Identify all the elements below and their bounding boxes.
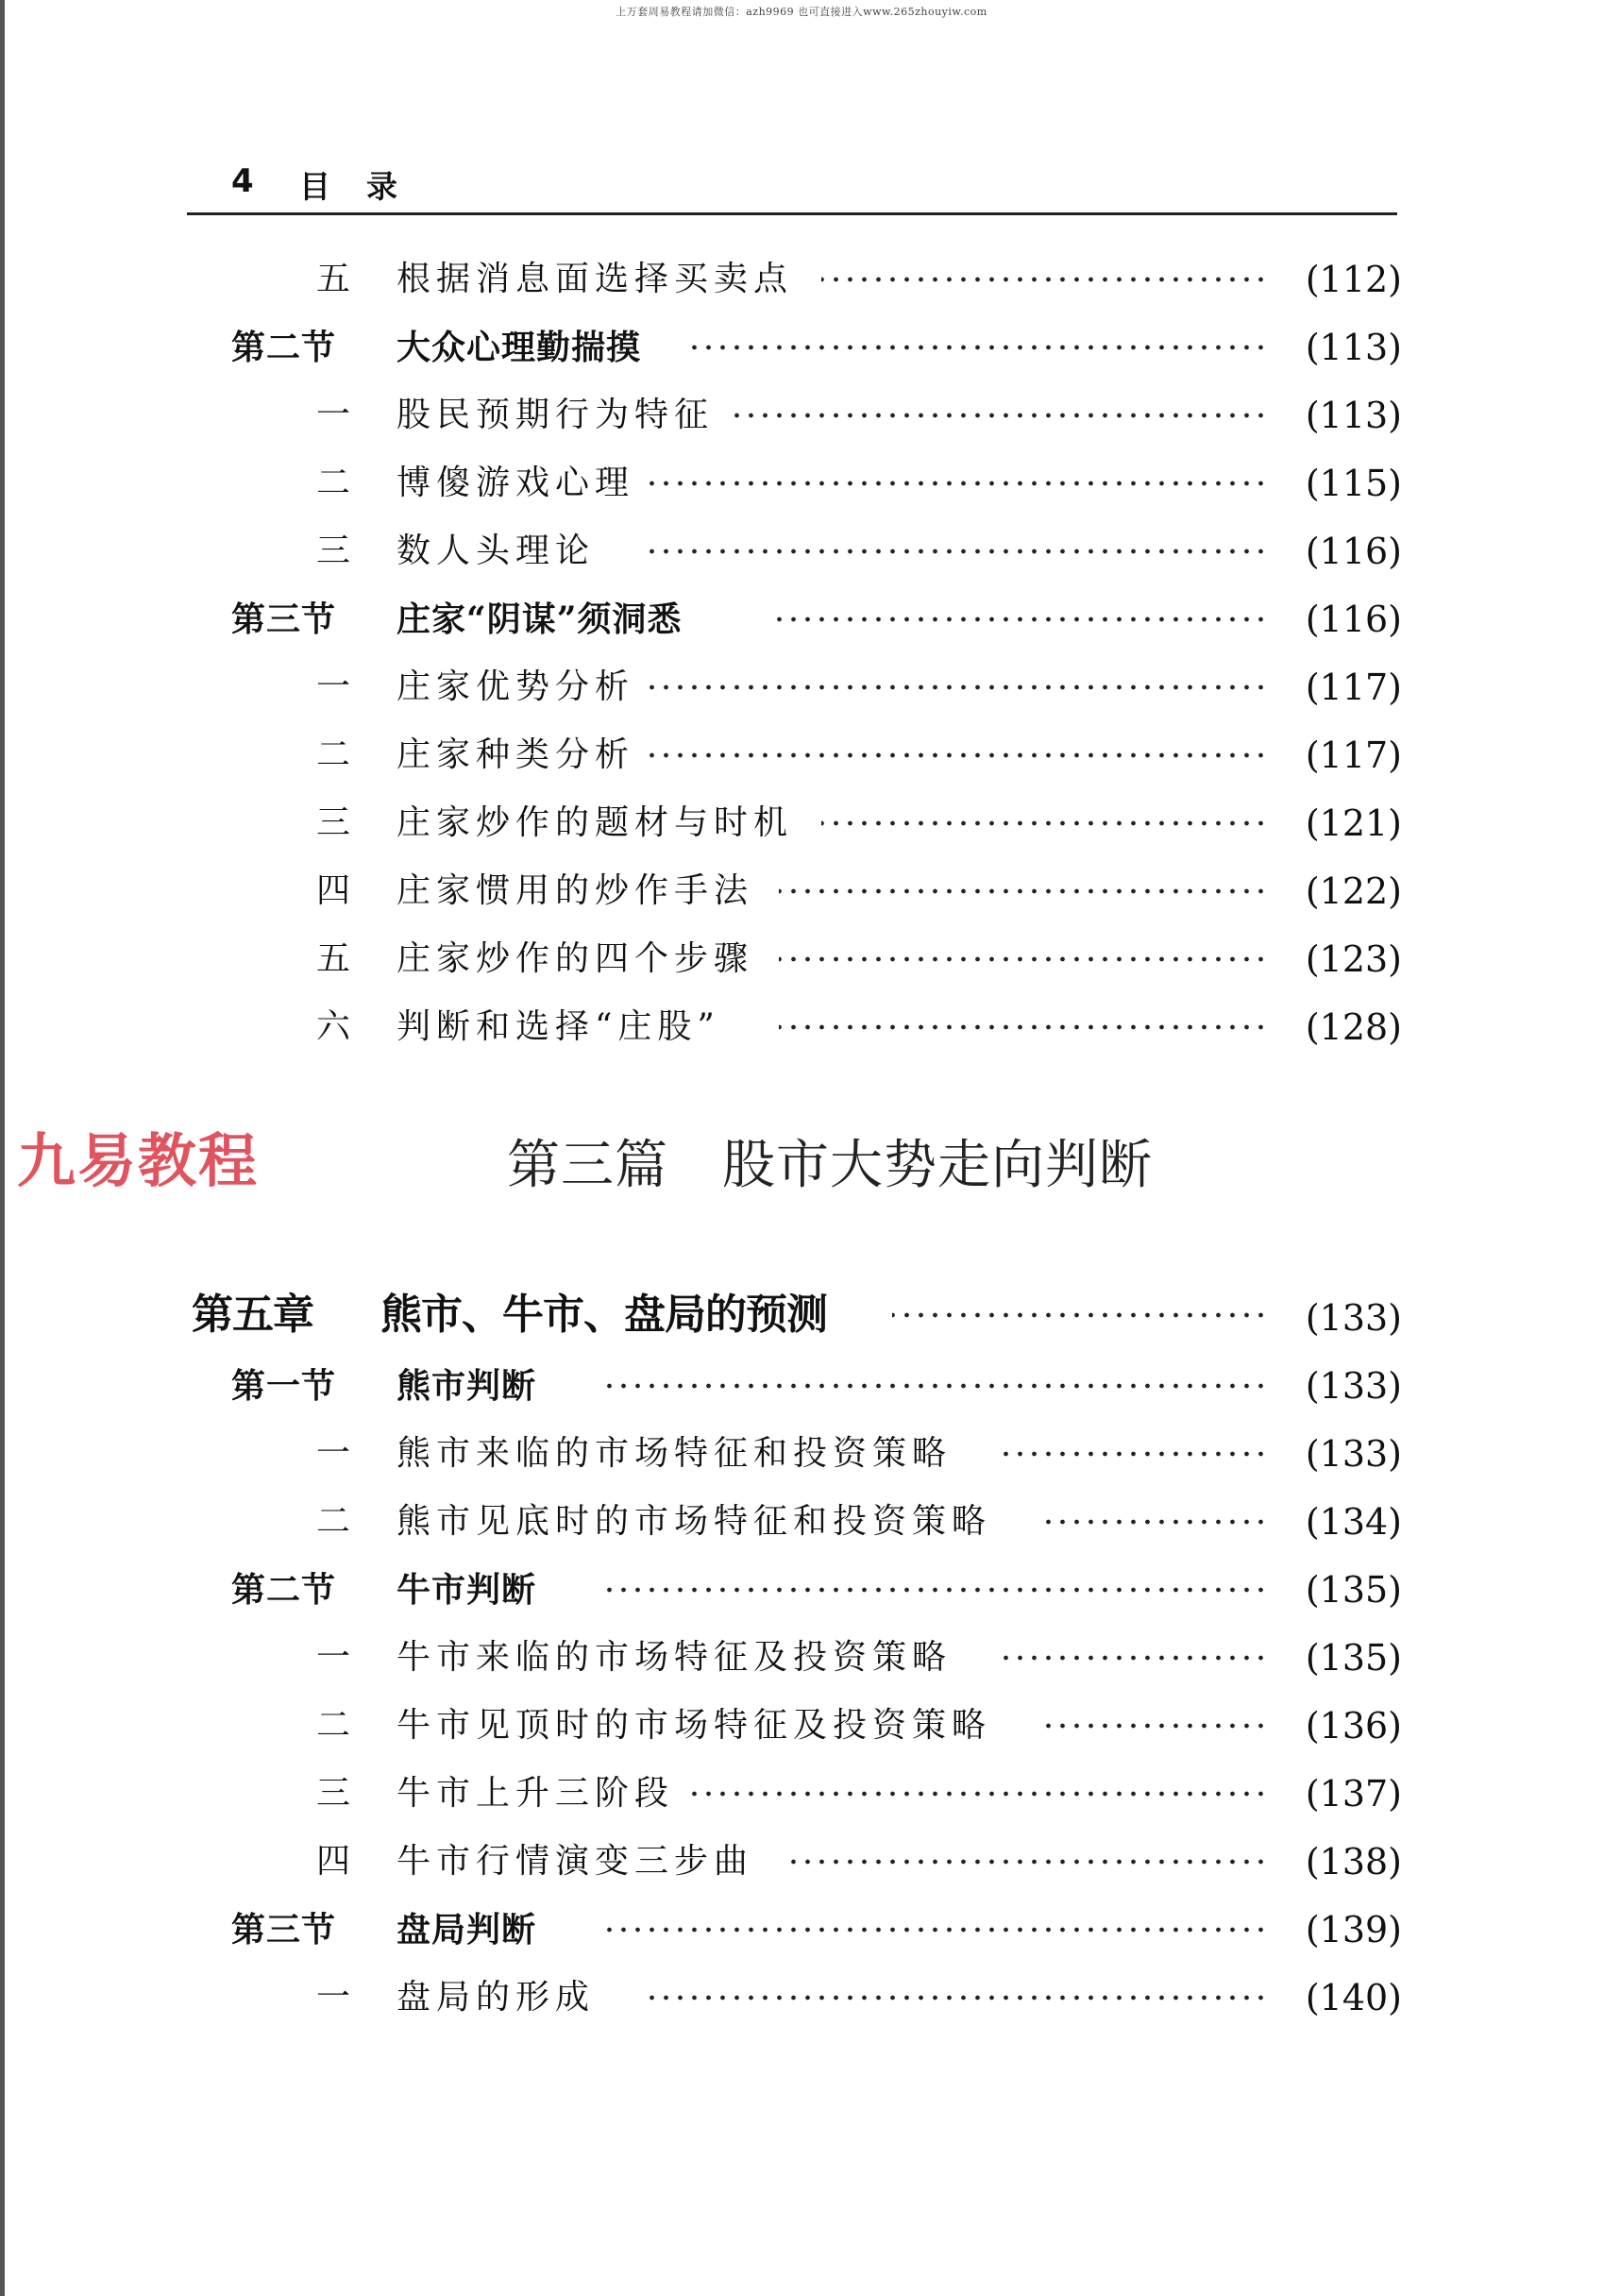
- watermark-logo: 九易教程: [17, 1126, 260, 1195]
- entry-page: (133): [1305, 1365, 1402, 1407]
- entry-page: (121): [1305, 802, 1402, 844]
- entry-title: 熊市判断: [397, 1366, 537, 1406]
- toc-entry[interactable]: [0, 1497, 1603, 1546]
- entry-title: 庄家惯用的炒作手法: [397, 871, 754, 910]
- header-title: 目录: [299, 168, 433, 205]
- dot-leader: [892, 1291, 1268, 1340]
- entry-title: 熊市来临的市场特征和投资策略: [397, 1434, 953, 1473]
- dot-leader: [772, 595, 1268, 644]
- entry-label: 二: [316, 1502, 351, 1541]
- entry-label: 四: [316, 871, 351, 910]
- entry-title: 牛市见顶时的市场特征及投资策略: [397, 1706, 992, 1745]
- dot-leader: [642, 1973, 1268, 2022]
- toc-entry[interactable]: [0, 1973, 1603, 2022]
- entry-label: 第三节: [231, 1910, 337, 1950]
- toc-entry[interactable]: [0, 1633, 1603, 1682]
- entry-page: (123): [1305, 938, 1402, 980]
- dot-leader: [1046, 1497, 1268, 1546]
- dot-leader: [650, 731, 1268, 780]
- entry-title: 庄家种类分析: [397, 735, 635, 774]
- entry-title: 牛市行情演变三步曲: [397, 1842, 754, 1881]
- entry-page: (122): [1305, 870, 1402, 912]
- toc-entry[interactable]: [0, 663, 1603, 712]
- entry-label: 二: [316, 735, 351, 774]
- entry-title: 庄家炒作的题材与时机: [397, 803, 794, 842]
- entry-label: 一: [316, 1638, 351, 1677]
- entry-title: 根据消息面选择买卖点: [397, 260, 794, 298]
- entry-title: 判断和选择“庄股”: [397, 1007, 720, 1046]
- dot-leader: [599, 1905, 1268, 1954]
- dot-leader: [689, 1769, 1268, 1818]
- entry-label: 第五章: [192, 1291, 313, 1339]
- entry-page: (137): [1305, 1773, 1402, 1815]
- entry-label: 四: [316, 1842, 351, 1881]
- entry-label: 第三节: [231, 599, 337, 639]
- entry-label: 第一节: [231, 1366, 337, 1406]
- entry-label: 三: [316, 532, 351, 570]
- toc-entry[interactable]: [0, 595, 1603, 644]
- toc-entry[interactable]: [0, 1701, 1603, 1750]
- entry-title: 博傻游戏心理: [397, 464, 635, 502]
- entry-title: 盘局的形成: [397, 1978, 596, 2017]
- entry-page: (140): [1305, 1977, 1402, 2018]
- entry-title: 数人头理论: [397, 532, 596, 570]
- dot-leader: [691, 323, 1268, 372]
- dot-leader: [650, 663, 1268, 712]
- dot-leader: [1046, 1701, 1268, 1750]
- entry-page: (138): [1305, 1841, 1402, 1882]
- toc-entry[interactable]: [0, 1837, 1603, 1886]
- toc-entry[interactable]: [0, 1361, 1603, 1410]
- dot-leader: [732, 391, 1268, 440]
- entry-title: 庄家优势分析: [397, 667, 635, 706]
- dot-leader: [1003, 1429, 1268, 1478]
- entry-label: 三: [316, 803, 351, 842]
- entry-label: 一: [316, 1434, 351, 1473]
- dot-leader: [642, 527, 1268, 576]
- dot-leader: [821, 255, 1268, 304]
- entry-page: (115): [1305, 463, 1402, 504]
- entry-title: 熊市见底时的市场特征和投资策略: [397, 1502, 992, 1541]
- entry-page: (116): [1305, 531, 1402, 572]
- dot-leader: [779, 1003, 1268, 1052]
- entry-page: (134): [1305, 1501, 1402, 1543]
- toc-entry[interactable]: [0, 1003, 1603, 1052]
- toc-entry[interactable]: [0, 527, 1603, 576]
- entry-title: 股民预期行为特征: [397, 396, 715, 434]
- entry-page: (133): [1305, 1433, 1402, 1475]
- entry-title: 大众心理勤揣摸: [397, 328, 642, 367]
- toc-entry[interactable]: [0, 1429, 1603, 1478]
- toc-entry[interactable]: [0, 1769, 1603, 1818]
- entry-page: (133): [1305, 1297, 1402, 1339]
- entry-label: 三: [316, 1774, 351, 1813]
- entry-title: 庄家炒作的四个步骤: [397, 939, 754, 978]
- entry-title: 牛市上升三阶段: [397, 1774, 675, 1813]
- entry-title: 庄家“阴谋”须洞悉: [397, 599, 683, 639]
- dot-leader: [650, 459, 1268, 508]
- entry-label: 第二节: [231, 1570, 337, 1610]
- toc-entry[interactable]: [0, 799, 1603, 848]
- toc-entry-chapter[interactable]: [0, 1286, 1603, 1344]
- entry-label: 二: [316, 1706, 351, 1745]
- entry-label: 一: [316, 396, 351, 434]
- entry-label: 五: [316, 260, 351, 298]
- top-notice: 上万套周易教程请加微信：azh9969 也可直接进入www.265zhouyiw.com: [616, 6, 987, 18]
- entry-label: 第二节: [231, 328, 337, 367]
- toc-entry[interactable]: [0, 323, 1603, 372]
- toc-entry[interactable]: [0, 1565, 1603, 1614]
- entry-page: (117): [1305, 734, 1402, 776]
- entry-label: 一: [316, 667, 351, 706]
- entry-label: 五: [316, 939, 351, 978]
- toc-entry[interactable]: [0, 867, 1603, 916]
- entry-page: (112): [1305, 259, 1402, 300]
- entry-page: (117): [1305, 667, 1402, 708]
- toc-entry[interactable]: [0, 459, 1603, 508]
- entry-label: 一: [316, 1978, 351, 2017]
- entry-label: 六: [316, 1007, 351, 1046]
- entry-title: 牛市来临的市场特征及投资策略: [397, 1638, 953, 1677]
- entry-title: 熊市、牛市、盘局的预测: [380, 1291, 827, 1339]
- toc-entry[interactable]: [0, 391, 1603, 440]
- entry-page: (128): [1305, 1006, 1402, 1048]
- entry-label: 二: [316, 464, 351, 502]
- toc-entry[interactable]: [0, 1905, 1603, 1954]
- dot-leader: [1003, 1633, 1268, 1682]
- entry-page: (135): [1305, 1569, 1402, 1611]
- entry-page: (116): [1305, 599, 1402, 640]
- part-title: 第三篇 股市大势走向判断: [507, 1135, 1153, 1196]
- dot-leader: [779, 935, 1268, 984]
- entry-page: (136): [1305, 1705, 1402, 1747]
- dot-leader: [599, 1361, 1268, 1410]
- entry-page: (113): [1305, 395, 1402, 436]
- dot-leader: [599, 1565, 1268, 1614]
- dot-leader: [821, 799, 1268, 848]
- dot-leader: [779, 867, 1268, 916]
- dot-leader: [784, 1837, 1268, 1886]
- toc-entry[interactable]: [0, 731, 1603, 780]
- entry-page: (113): [1305, 327, 1402, 368]
- toc-entry[interactable]: [0, 255, 1603, 304]
- toc-entry[interactable]: [0, 935, 1603, 984]
- entry-page: (135): [1305, 1637, 1402, 1679]
- entry-page: (139): [1305, 1909, 1402, 1950]
- header-rule: [187, 212, 1397, 215]
- entry-title: 牛市判断: [397, 1570, 537, 1610]
- header-page-number: 4: [231, 162, 254, 200]
- entry-title: 盘局判断: [397, 1910, 537, 1950]
